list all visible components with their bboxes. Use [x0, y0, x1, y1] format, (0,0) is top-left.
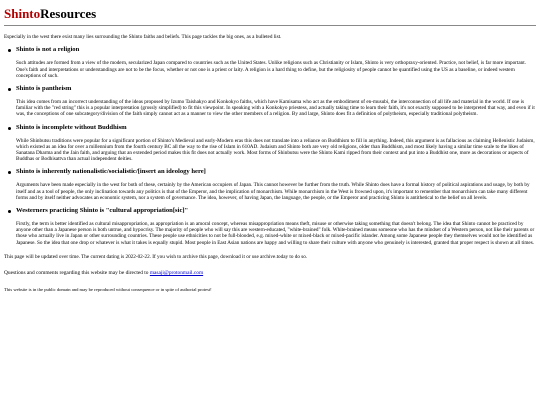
- myth-list: [4, 46, 536, 245]
- bullet-icon: [8, 210, 11, 213]
- site-title-brand[interactable]: Shinto: [4, 6, 41, 21]
- section-heading: Westerners practicing Shinto is "cultural appropriation[sic]": [16, 207, 189, 215]
- list-item: [16, 168, 536, 201]
- section-heading: Shinto is incomplete without Buddhism: [16, 123, 127, 131]
- site-title: [4, 6, 536, 21]
- section-heading: Shinto is inherently nationalistic/socialistic/[insert an ideology here]: [16, 168, 206, 176]
- update-note: This page will be updated over time. The current dating is 2022-02-22. If you wish to archive this page, download it or use archive.today to do so.: [4, 253, 308, 260]
- site-title-rest: Resources: [40, 6, 97, 21]
- bullet-icon: [8, 88, 11, 91]
- contact-email-link[interactable]: masaji@protonmail.com: [149, 270, 204, 277]
- section-heading: Shinto is not a religion: [16, 46, 80, 54]
- intro-text: Especially in the west there exist many lies surrounding the Shinto faiths and beliefs. This page tackles the big ones, as a bulleted list.: [4, 34, 282, 40]
- bullet-icon: [8, 171, 11, 174]
- bullet-icon: [8, 127, 11, 130]
- section-body: Firstly, the term is better identified as cultural misappropriation, as appropriation is an amoral concept, whereas misappropriation means theft, misuse or otherwise taking something that doesn't belong. The idea that Shinto cannot be practiced by anyone other than a Japanese person is both untrue, and hypocrisy. The majority of people who will say this are western-educated, "white-brained" folk. White-brained means someone who has the mindset of a Western person, not like their parents or those who actually live in Japan or other surrounding countries. These people use ethnicities to not be full-blooded, e.g. mixed-white or mixed-black or mixed-pacific islander. Among some Japanese people they themselves would not be identified as Japanese. So the idea that one drop or whatever is what it takes is equally stupid. Most people in East Asian nations are happy and willing to share their culture with anyone who genuinely is interested, granted that proper respect is shown at all times.: [16, 221, 535, 246]
- list-item: [16, 85, 536, 118]
- bullet-icon: [8, 49, 11, 52]
- section-body: Such attitudes are formed from a view of the modern, secularized Japan compared to countries such as the United States. Unlike religions such as Christianity or Islam, Shinto is very orthopraxy-oriented. Practice, not belief, is far more important. One's faith and interpretations or understandings are not to be the focus, whether or not one is a priest or laity. A religion is a hard thing to define, but the religiosity of people cannot be quantified using the US as a baseline, or indeed western conceptions of such.: [16, 60, 526, 79]
- header-divider: [4, 25, 536, 26]
- contact-line: [4, 270, 536, 276]
- list-item: [16, 207, 536, 246]
- contact-prefix: Questions and comments regarding this website may be directed to: [4, 270, 150, 277]
- section-body: Arguments have been made especially in the west for both of these, certainly by the American occupiers of Japan. This cannot however be further from the truth. While Shinto does have a formal history of political aspirations and usage, by both by itself and as a tool of people, the only inclination towards any politics is that of the Emperor, and the implication of monarchism. While monarchism in the West is frowned upon, it's important to remember that monarchism can take many different forms and by itself neither advocates an economic system, nor a system of governance. The idea, however, of having Japan, the language, the people, or the Emperor and practicing Shinto is antithetical to the belief on all levels.: [16, 182, 530, 201]
- list-item: [16, 124, 536, 163]
- footer-note: This website is in the public domain and may be reproduced without consequence or in spite of authorial protest!: [4, 286, 212, 292]
- section-body: While Shinbutsu traditions were popular for a significant portion of Shinto's Medieval and early-Modern eras this does not translate into a reliance on Buddhism to fill in anything. Indeed, this argument is as fallacious as claiming Hellenistic Judaism, which existed as an idea for over a millennium from the fourth century BC all the way to the rise of Islam in 610AD. Judaism and Shinto both are very old religions, older than Buddhism, and most likely having a similar time scale to the likes of Sanatana Dharma and the Jain faith, and arguing that an extended period makes this fit does not actually work. Most forms of Shinbutsu were the Shinto Kami ripped from their context and put into a Buddhist one, more as decorations or aspects of Buddhas or Bodhisattva than actual independent deities.: [16, 137, 535, 163]
- section-body: This idea comes from an incorrect understanding of the ideas proposed by Izumo Taishakyo and Konkokyo faiths, which have Kamisama who act as the embodiment of en-musubi, the interconnection of all life and material in the world. If one is familiar with the "red string" this is a popular interpretation (grossly simplified) to fit this viewpoint. In speaking with a Konkokyo priestess, and actually taking time to learn their faith, it's not exactly supposed to be interpreted that way, and even if it was, the conceptions of one subcategory/division of the faith simply cannot act as a manner to view the other members of a religion. By and large, Shinto does fit a definition of polytheism, especially traditional polytheism.: [16, 99, 535, 118]
- list-item: [16, 46, 536, 79]
- section-heading: Shinto is pantheism: [16, 85, 72, 93]
